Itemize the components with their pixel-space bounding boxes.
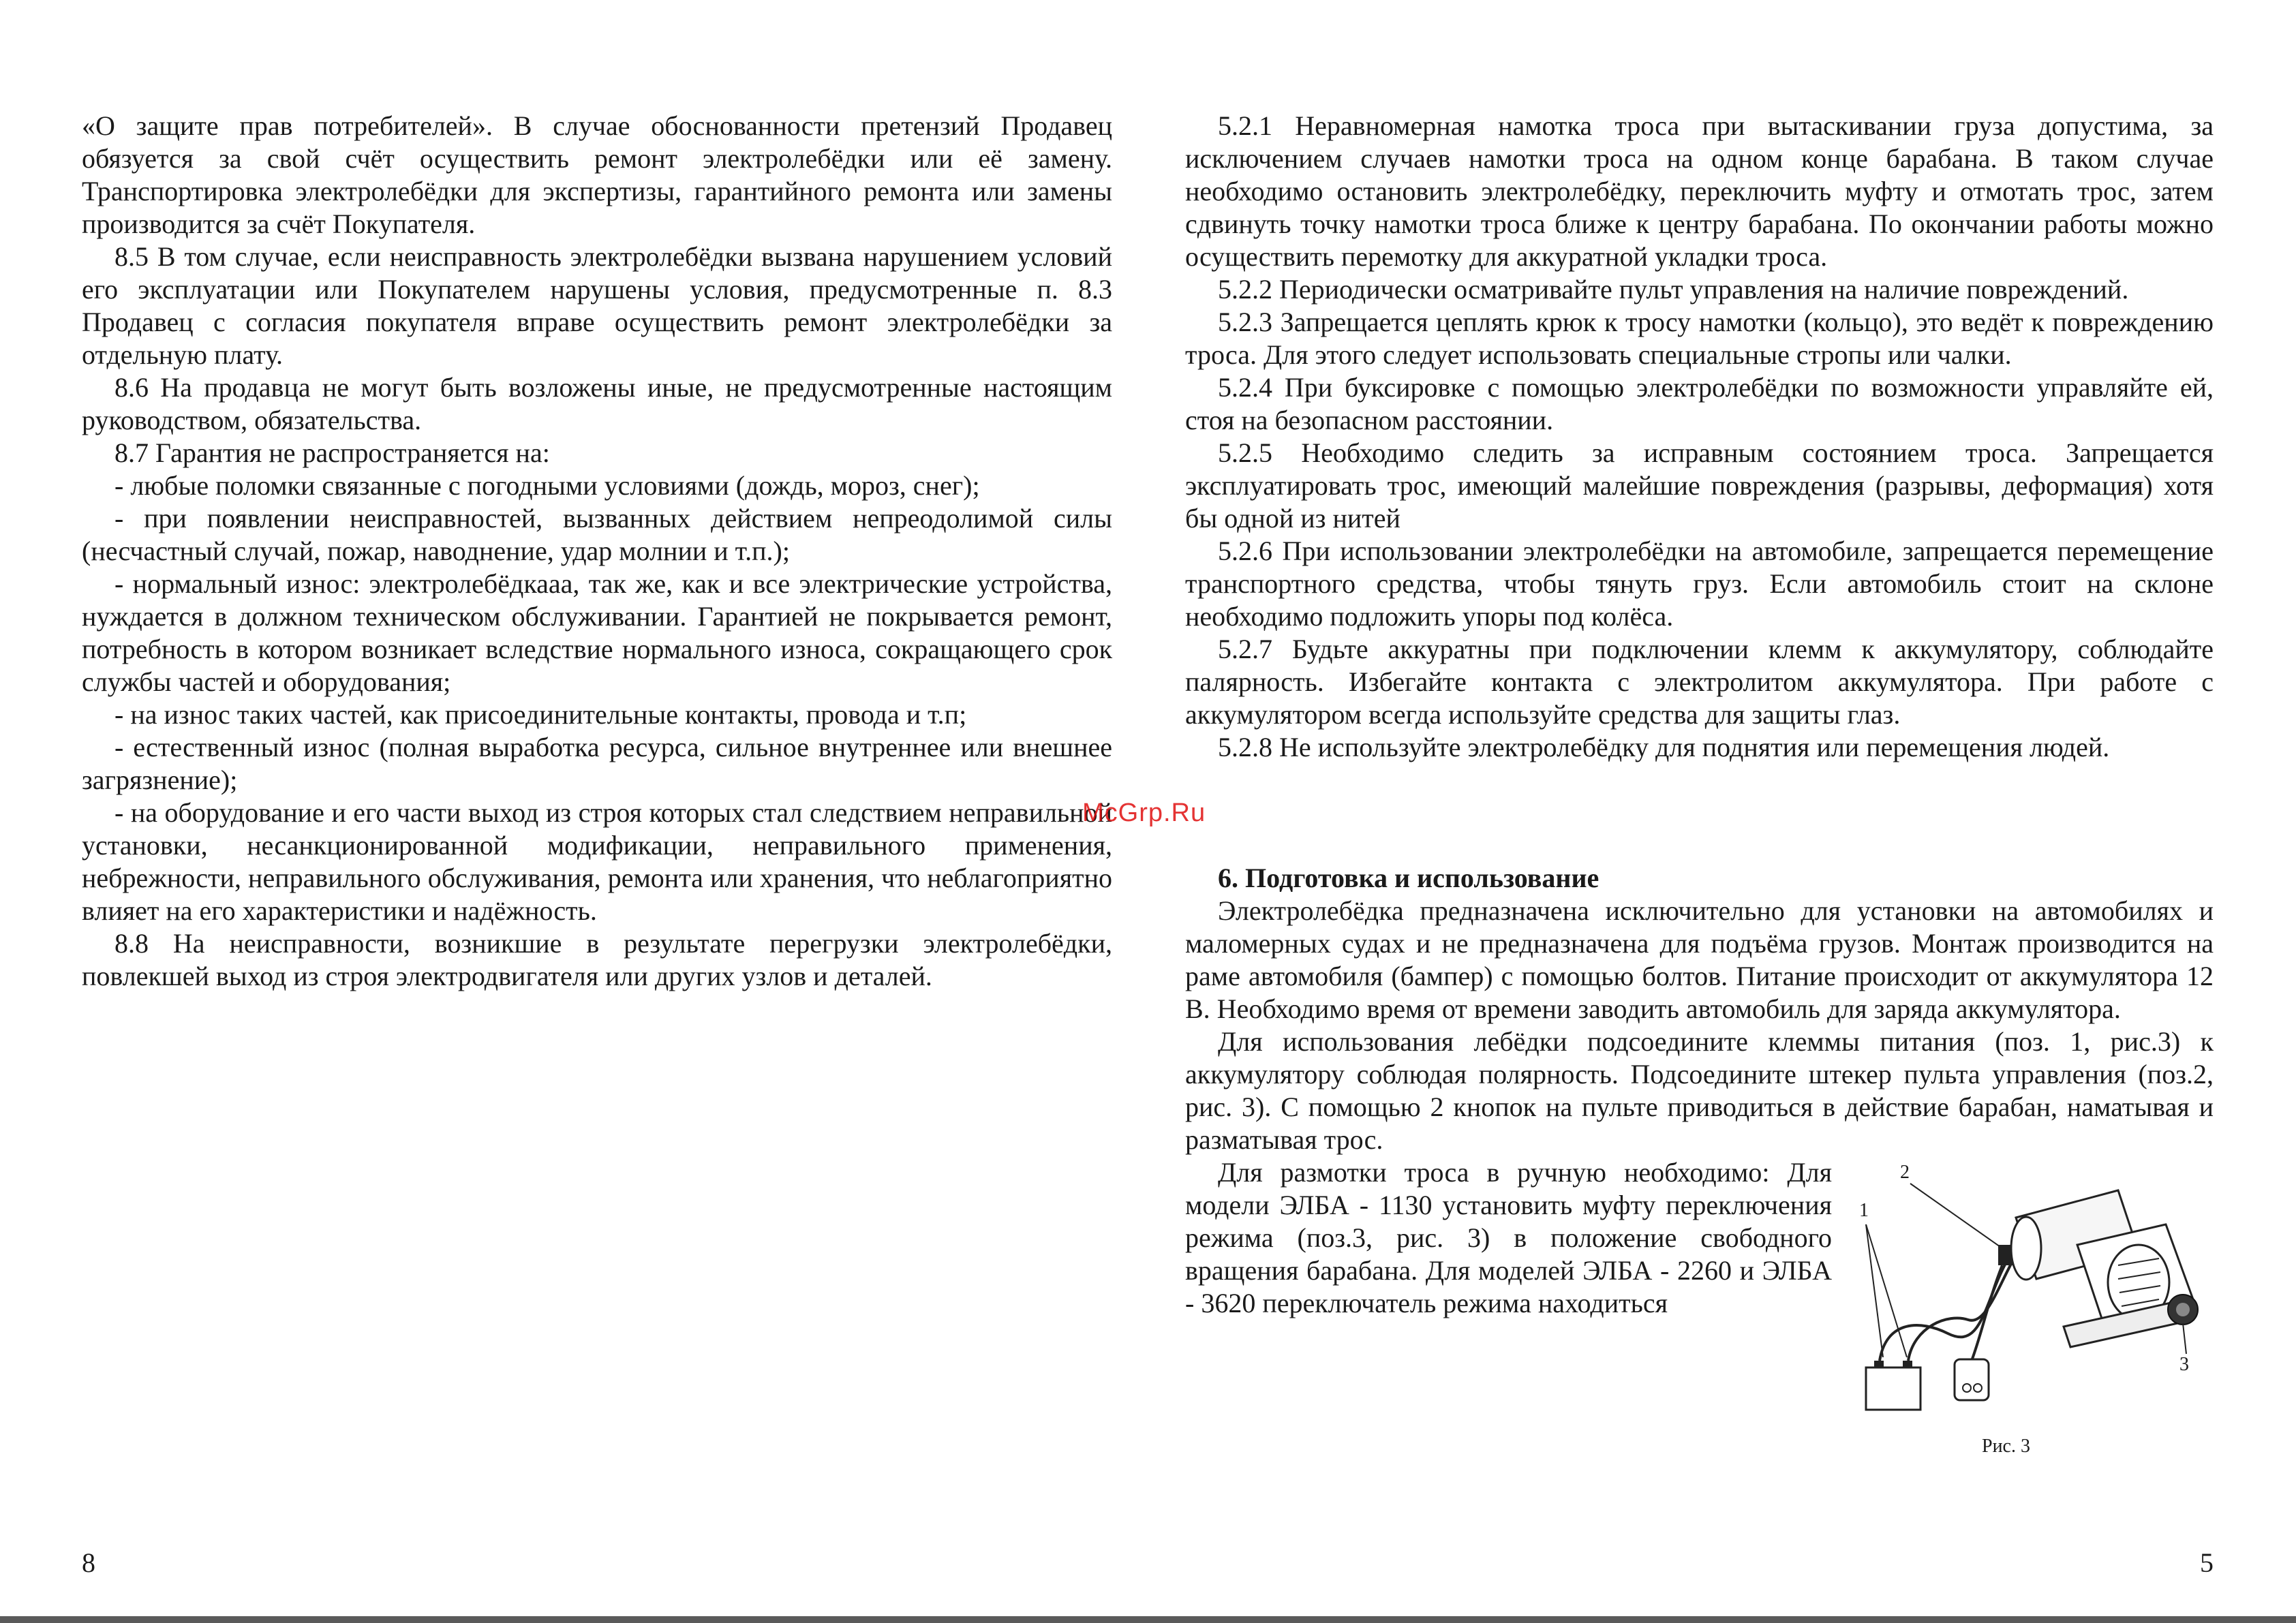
battery-shape <box>1866 1367 1920 1410</box>
right-page-number: 5 <box>2200 1547 2214 1578</box>
section-title: 6. Подготовка и использование <box>1218 863 1599 893</box>
left-list-item: - при появлении неисправностей, вызванных действием непреодолимой силы (несчастный случай, пожар, наводнение, удар молнии и т.п.); <box>82 503 1112 566</box>
left-page-column <box>82 110 1112 993</box>
bottom-bar <box>0 1616 2296 1623</box>
left-list-item: - на износ таких частей, как присоединительные контакты, провода и т.п; <box>114 699 967 730</box>
left-paragraph: 8.6 На продавца не могут быть возложены иные, не предусмотренные настоящим руководством, обязательства. <box>82 372 1112 435</box>
right-paragraph: 5.2.5 Необходимо следить за исправным состоянием троса. Запрещается эксплуатировать трос, имеющий малейшие повреждения (разрывы, деформация) хотя бы одной из нитей <box>1185 437 2214 534</box>
figure-paragraph: Для размотки троса в ручную необходимо: Для модели ЭЛБА - 1130 установить муфту переключения режима (поз.3, рис. 3) в положение свободного вращения барабана. Для моделей ЭЛБА - 2260 и ЭЛБА - 3620 переключатель режима находиться <box>1185 1157 1832 1318</box>
figure-paragraph: Для использования лебёдки подсоедините клеммы питания (поз. 1, рис.3) к аккумулятору соблюдая полярность. Подсоедините штекер пульта управления (поз.2, рис. 3). С помощью 2 кнопок на пульте приводиться в действие барабан, наматывая и разматывая трос. <box>1185 1026 2214 1155</box>
remote-control-shape <box>1955 1359 1989 1400</box>
callout-line-shape <box>1910 1184 2002 1248</box>
right-paragraph: 5.2.7 Будьте аккуратны при подключении клемм к аккумулятору, соблюдайте палярность. Избегайте контакта с электролитом аккумулятора. При работе с аккумулятором всегда используйте средства для защиты глаз. <box>1185 634 2214 730</box>
winch-figure <box>1846 1163 2214 1490</box>
winch-diagram <box>1846 1163 2214 1436</box>
right-paragraph: 5.2.1 Неравномерная намотка троса при вытаскивании груза допустима, за исключением случаев намотки троса на одном конце барабана. В таком случае необходимо остановить электролебёдку, переключить муфту и отмотать трос, затем сдвинуть точку намотки троса ближе к центру барабана. По окончании работы можно осуществить перемотку для аккуратной укладки троса. <box>1185 110 2214 272</box>
callout-1: 1 <box>1859 1200 1869 1221</box>
right-page-column <box>1185 110 2214 1490</box>
left-paragraph: 8.8 На неисправности, возникшие в результате перегрузки электролебёдки, повлекшей выход из строя электродвигателя или других узлов и деталей. <box>82 928 1112 991</box>
callout-line-shape <box>1866 1224 1907 1357</box>
right-paragraph: 5.2.8 Не используйте электролебёдку для поднятия или перемещения людей. <box>1218 732 2110 762</box>
figure-paragraph-lead <box>1185 1025 2214 1156</box>
callout-line-shape <box>2183 1323 2186 1354</box>
callout-2: 2 <box>1900 1162 1910 1183</box>
battery-terminal-shape <box>1903 1361 1912 1367</box>
remote-cable-shape <box>1972 1265 2002 1361</box>
figure-block <box>1185 1025 2214 1457</box>
left-paragraph: «О защите прав потребителей». В случае обоснованности претензий Продавец обязуется за свой счёт осуществить ремонт электролебёдки или её замену. Транспортировка электролебёдки для экспертизы, гарантийного ремонта или замены производится за счёт Покупателя. <box>82 110 1112 239</box>
left-page-number: 8 <box>82 1547 95 1578</box>
right-paragraph: 5.2.6 При использовании электролебёдки на автомобиле, запрещается перемещение транспортного средства, чтобы тянуть груз. Если автомобиль стоит на склоне необходимо подложить упоры под колёса. <box>1185 536 2214 632</box>
left-paragraph: 8.7 Гарантия не распространяется на: <box>114 437 550 468</box>
callout-3: 3 <box>2179 1354 2189 1375</box>
motor-end-shape <box>2011 1217 2041 1280</box>
callout-line-shape <box>1866 1224 1883 1357</box>
clutch-knob-center-shape <box>2176 1303 2190 1316</box>
watermark: McGrp.Ru <box>1082 799 1206 827</box>
right-paragraph: 5.2.2 Периодически осматривайте пульт управления на наличие повреждений. <box>1218 274 2129 305</box>
left-list-item: - естественный износ (полная выработка ресурса, сильное внутреннее или внешнее загрязнение); <box>82 732 1112 795</box>
right-paragraph: 5.2.4 При буксировке с помощью электролебёдки по возможности управляйте ей, стоя на безопасном расстоянии. <box>1185 372 2214 435</box>
left-list-item: - нормальный износ: электролебёдкааа, так же, как и все электрические устройства, нуждается в должном техническом обслуживании. Гарантией не покрывается ремонт, потребность в котором возникает вследствие нормального износа, сокращающего срок службы частей и оборудования; <box>82 568 1112 697</box>
left-list-item: - на оборудование и его части выход из строя которых стал следствием неправильной установки, несанкционированной модификации, неправильного применения, небрежности, неправильного обслуживания, ремонта или хранения, что неблагоприятно влияет на его характеристики и надёжность. <box>82 797 1112 926</box>
left-paragraph: 8.5 В том случае, если неисправность электролебёдки вызвана нарушением условий его эксплуатации или Покупателем нарушены условия, предусмотренные п. 8.3 Продавец с согласия покупателя вправе осуществить ремонт электролебёдки за отдельную плату. <box>82 241 1112 370</box>
left-list-item: - любые поломки связанные с погодными условиями (дождь, мороз, снег); <box>114 470 980 501</box>
section-paragraph: Электролебёдка предназначена исключительно для установки на автомобилях и маломерных судах и не предназначена для подъёма грузов. Монтаж производится на раме автомобиля (бампер) с помощью болтов. Питание происходит от аккумулятора 12 В. Необходимо время от времени заводить автомобиль для заряда аккумулятора. <box>1185 895 2214 1024</box>
figure-caption: Рис. 3 <box>1982 1436 2030 1457</box>
battery-terminal-shape <box>1874 1361 1884 1367</box>
right-paragraph: 5.2.3 Запрещается цеплять крюк к тросу намотки (кольцо), это ведёт к повреждению троса. Для этого следует использовать специальные стропы или чалки. <box>1185 307 2214 370</box>
